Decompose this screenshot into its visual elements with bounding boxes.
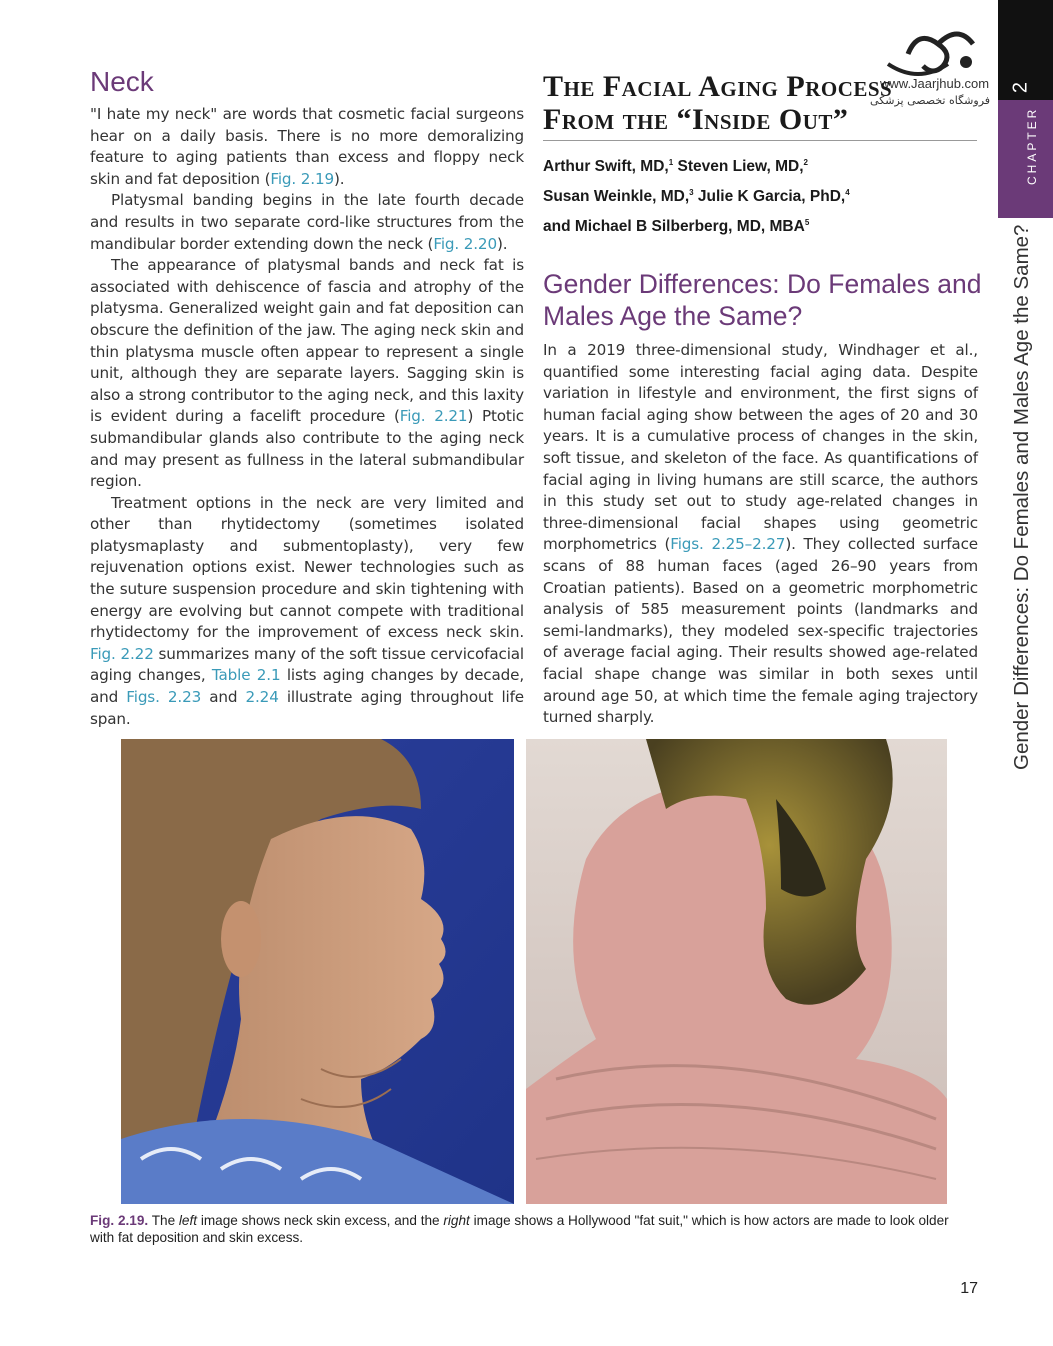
figure-link[interactable]: 2.24 <box>245 688 279 707</box>
chapter-number: 2 <box>1009 81 1032 94</box>
chapter-title-line1: The Facial Aging Process <box>543 70 893 103</box>
author-list <box>543 150 983 240</box>
left-column <box>90 104 524 730</box>
figure-link[interactable]: Figs. 2.25–2.27 <box>670 535 786 554</box>
figure-label: Fig. 2.19. <box>90 1213 149 1228</box>
watermark-subtext: فروشگاه تخصصی پزشکی <box>870 94 991 107</box>
title-divider <box>543 140 977 141</box>
chapter-title-line2: From the “Inside Out” <box>543 103 849 136</box>
paragraph: "I hate my neck" are words that cosmetic facial surgeons hear on a daily basis. There is no more demoralizing feature to aging patients than excess and floppy neck skin and fat deposition (Fig. 2.19). <box>90 105 524 188</box>
neck-heading: Neck <box>90 66 154 97</box>
page-number: 17 <box>960 1280 978 1297</box>
right-column <box>543 340 978 729</box>
fat-suit-image <box>526 739 947 1204</box>
watermark-url: www.Jaarjhub.com <box>880 76 990 91</box>
author: Arthur Swift, MD,$^1$ <box>543 158 674 175</box>
paragraph: The appearance of platysmal bands and neck fat is associated with dehiscence of fascia and atrophy of the platysma. Generalized weight gain and fat deposition can obscure the definition of the jaw. The aging neck skin and thin platysma muscle often appear to represent a single unit, although they are separate layers. Sagging skin is also a strong contributor to the aging neck, and this laxity is evident during a facelift procedure (Fig. 2.21) Ptotic submandibular glands also contribute to the aging neck and may present as fullness in the lateral submandibular region. <box>90 256 524 491</box>
paragraph: Treatment options in the neck are very limited and other than rhytidectomy (sometimes isolated platysmaplasty and submentoplasty), very few rejuvenation options exist. Newer technologies such as the suture suspension procedure and skin tightening with energy are evolving but cannot compete with traditional rhytidectomy for the improvement of excess neck skin. Fig. 2.22 summarizes many of the soft tissue cervicofacial aging changes, Table 2.1 lists aging changes by decade, and Figs. 2.23 and 2.24 illustrate aging throughout life span. <box>90 493 524 728</box>
author: and Michael B Silberberg, MD, MBA$^5$ <box>543 218 810 235</box>
chapter-label-container <box>1000 80 1050 190</box>
figure-link[interactable]: Figs. 2.23 <box>126 688 202 707</box>
author: Steven Liew, MD,$^2$ <box>677 158 808 175</box>
chapter-label: CHAPTER <box>1025 106 1039 185</box>
gender-heading: Gender Differences: Do Females and Males Age the Same? <box>543 269 982 331</box>
figure-link[interactable]: Fig. 2.22 <box>90 644 154 663</box>
running-head: Gender Differences: Do Females and Males Age the Same? <box>1010 224 1033 770</box>
chapter-title <box>543 70 979 136</box>
table-link[interactable]: Table 2.1 <box>211 666 281 685</box>
figure-right-photo <box>526 739 947 1204</box>
figure-link[interactable]: Fig. 2.20 <box>433 234 497 253</box>
paragraph: In a 2019 three-dimensional study, Windhager et al., quantified some interesting facial aging data. Despite variation in lifestyle and environment, the first signs of human facial aging show between the ages of 20 and 30 years. It is a cumulative process of changes in the skin, soft tissue, and skeleton of the face. As quantifications of facial aging in living humans are still scarce, the authors in this study set out to study age-related changes in three-dimensional facial shapes using geometric morphometrics (Figs. 2.25–2.27). They collected surface scans of 88 human faces (aged 26–90 years from Croatian patients). Based on a geometric morphometric analysis of 585 measurement points (landmarks and semi-landmarks), they modeled sex-specific trajectories of average facial aging. Their results showed age-related facial shape change was similar in both sexes until around age 50, at which time the female aging trajectory turned sharply. <box>543 341 978 727</box>
running-head-container <box>1002 224 1042 770</box>
figure-link[interactable]: Fig. 2.19 <box>270 169 334 188</box>
author: Susan Weinkle, MD,$^3$ <box>543 188 694 205</box>
figure-left-photo <box>121 739 514 1204</box>
author: Julie K Garcia, PhD,$^4$ <box>697 188 850 205</box>
figure-link[interactable]: Fig. 2.21 <box>399 407 468 426</box>
paragraph: Platysmal banding begins in the late fourth decade and results in two separate cord-like structures from the mandibular border extending down the neck (Fig. 2.20). <box>90 191 524 253</box>
neck-profile-image <box>121 739 514 1204</box>
figure-caption: Fig. 2.19. The left image shows neck skin excess, and the right image shows a Hollywood "fat suit," which is how actors are made to look older with fat deposition and skin excess. <box>90 1213 949 1245</box>
